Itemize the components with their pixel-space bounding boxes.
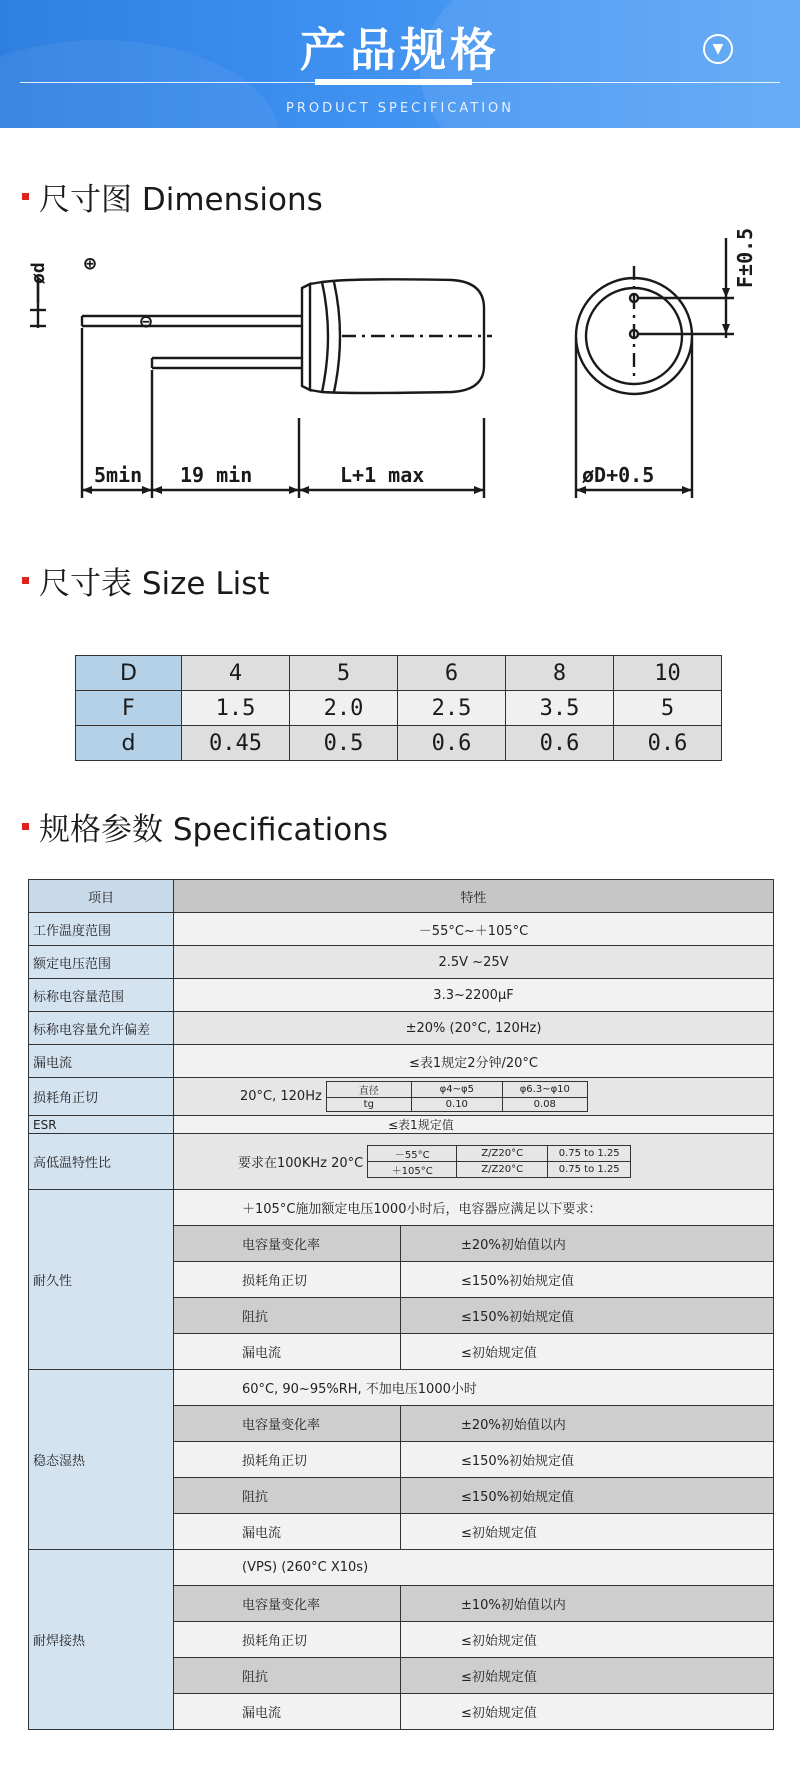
table-cell: 0.45: [182, 726, 290, 761]
sub-item-value: ≤150%初始规定值: [401, 1262, 774, 1298]
section-title: 规格参数 Specifications: [39, 811, 389, 848]
sub-item-value: ±20%初始值以内: [401, 1406, 774, 1442]
column-header: 特性: [174, 880, 774, 913]
spec-value: ≤表1规定2分钟/20°C: [174, 1045, 774, 1078]
dim-label-length: L+1 max: [340, 463, 425, 487]
sub-item-name: 损耗角正切: [174, 1262, 401, 1298]
table-cell: 1.5: [182, 691, 290, 726]
sub-item-value: ≤初始规定值: [401, 1658, 774, 1694]
table-row: [29, 1134, 774, 1190]
tan-subtable: [326, 1081, 588, 1112]
subtable-cell: 0.08: [502, 1098, 587, 1112]
section-title: 尺寸图 Dimensions: [39, 181, 323, 218]
size-table: [75, 655, 722, 761]
section-heading-specifications: [22, 806, 388, 846]
spec-value: －55°C~＋105°C: [174, 913, 774, 946]
table-cell: 0.6: [398, 726, 506, 761]
sub-item-value: ±10%初始值以内: [401, 1586, 774, 1622]
spec-key: 稳态湿热: [29, 1370, 174, 1550]
sub-item-value: ≤初始规定值: [401, 1694, 774, 1730]
subtable-cell: 0.75 to 1.25: [548, 1146, 631, 1162]
table-cell: 6: [398, 656, 506, 691]
bullet-square: [22, 193, 29, 200]
sub-item-name: 阻抗: [174, 1478, 401, 1514]
subtable-cell: 直径: [326, 1082, 411, 1098]
spec-table: [28, 879, 774, 1730]
table-cell: 8: [506, 656, 614, 691]
dim-label-19min: 19 min: [180, 463, 253, 487]
table-cell: 0.5: [290, 726, 398, 761]
subtable-cell: ＋105°C: [368, 1162, 457, 1178]
header-banner: [0, 0, 800, 128]
page-subtitle: PRODUCT SPECIFICATION: [285, 101, 514, 116]
spec-value: 3.3~2200μF: [174, 979, 774, 1012]
sub-item-value: ≤初始规定值: [401, 1334, 774, 1370]
spec-key: 损耗角正切: [29, 1078, 174, 1116]
subtable-cell: tg: [326, 1098, 411, 1112]
table-cell: 0.6: [506, 726, 614, 761]
subtable-cell: －55°C: [368, 1146, 457, 1162]
table-cell: 5: [290, 656, 398, 691]
table-row: [29, 1550, 774, 1586]
sub-item-value: ≤150%初始规定值: [401, 1298, 774, 1334]
spec-key: 标称电容量允许偏差: [29, 1012, 174, 1045]
spec-key: 额定电压范围: [29, 946, 174, 979]
spec-key: ESR: [29, 1116, 174, 1134]
table-row: [76, 726, 722, 761]
spec-key: 标称电容量范围: [29, 979, 174, 1012]
table-row: [29, 1012, 774, 1045]
spec-key: 耐久性: [29, 1190, 174, 1370]
subtable-cell: Z/Z20°C: [457, 1162, 548, 1178]
subtable-cell: 0.10: [411, 1098, 502, 1112]
sub-item-value: ≤初始规定值: [401, 1622, 774, 1658]
condition-text: 60°C, 90~95%RH, 不加电压1000小时: [174, 1370, 774, 1406]
sub-item-value: ±20%初始值以内: [401, 1226, 774, 1262]
sub-item-name: 电容量变化率: [174, 1406, 401, 1442]
spec-key: 高低温特性比: [29, 1134, 174, 1190]
spec-key: 工作温度范围: [29, 913, 174, 946]
subtable-cell: φ6.3~φ10: [502, 1082, 587, 1098]
spec-value: [174, 1134, 774, 1190]
table-cell: 5: [614, 691, 722, 726]
sub-item-value: ≤150%初始规定值: [401, 1478, 774, 1514]
dim-label-pitch: F±0.5: [733, 227, 757, 288]
table-cell: 0.6: [614, 726, 722, 761]
sub-item-name: 漏电流: [174, 1694, 401, 1730]
table-row: [76, 656, 722, 691]
section-title: 尺寸表 Size List: [39, 565, 270, 602]
sub-item-name: 电容量变化率: [174, 1226, 401, 1262]
subtable-cell: Z/Z20°C: [457, 1146, 548, 1162]
dimension-drawing: [22, 218, 782, 508]
sub-item-name: 漏电流: [174, 1334, 401, 1370]
table-row: [29, 979, 774, 1012]
plus-polarity-icon: ⊕: [84, 251, 97, 275]
condition-text: 要求在100KHz 20°C: [238, 1156, 364, 1171]
sub-item-value: ≤150%初始规定值: [401, 1442, 774, 1478]
table-cell: 4: [182, 656, 290, 691]
sub-item-name: 漏电流: [174, 1514, 401, 1550]
column-header: 项目: [29, 880, 174, 913]
table-cell: 2.0: [290, 691, 398, 726]
table-row: [29, 1045, 774, 1078]
condition-text: (VPS) (260°C X10s): [174, 1550, 774, 1586]
table-cell: 3.5: [506, 691, 614, 726]
sub-item-value: ≤初始规定值: [401, 1514, 774, 1550]
dim-label-diameter: øD+0.5: [582, 463, 655, 487]
sub-item-name: 阻抗: [174, 1658, 401, 1694]
sub-item-name: 电容量变化率: [174, 1586, 401, 1622]
page-title: 产品规格: [300, 23, 500, 77]
spec-value: ±20% (20°C, 120Hz): [174, 1012, 774, 1045]
spec-value: [174, 1078, 774, 1116]
sub-item-name: 阻抗: [174, 1298, 401, 1334]
spec-key: 耐焊接热: [29, 1550, 174, 1730]
dim-label-lead-diameter: ød: [28, 262, 49, 284]
section-heading-dimensions: [22, 176, 323, 216]
sub-item-name: 损耗角正切: [174, 1442, 401, 1478]
row-header: d: [76, 726, 182, 761]
divider-line: [472, 82, 780, 83]
table-row: [29, 1078, 774, 1116]
table-row: [76, 691, 722, 726]
table-cell: 2.5: [398, 691, 506, 726]
subtable-cell: φ4~φ5: [411, 1082, 502, 1098]
table-row: [29, 1116, 774, 1134]
condition-text: ＋105°C施加额定电压1000小时后，电容器应满足以下要求：: [174, 1190, 774, 1226]
condition-text: 20°C, 120Hz: [240, 1089, 322, 1104]
dim-label-5min: 5min: [94, 463, 143, 487]
chevron-down-icon[interactable]: ▼: [703, 34, 733, 64]
spec-key: 漏电流: [29, 1045, 174, 1078]
section-heading-size-list: [22, 560, 270, 600]
table-row: [29, 1370, 774, 1406]
table-row: [29, 880, 774, 913]
sub-item-name: 损耗角正切: [174, 1622, 401, 1658]
table-cell: 10: [614, 656, 722, 691]
bullet-square: [22, 577, 29, 584]
lowhigh-subtable: [367, 1145, 631, 1178]
spec-value: ≤表1规定值: [174, 1116, 774, 1134]
table-row: [29, 913, 774, 946]
spec-value: 2.5V ~25V: [174, 946, 774, 979]
subtable-cell: 0.75 to 1.25: [548, 1162, 631, 1178]
table-row: [29, 946, 774, 979]
table-row: [29, 1190, 774, 1226]
row-header: D: [76, 656, 182, 691]
row-header: F: [76, 691, 182, 726]
title-underline: [315, 79, 472, 85]
bullet-square: [22, 823, 29, 830]
divider-line: [20, 82, 315, 83]
minus-polarity-icon: ⊖: [140, 309, 153, 333]
